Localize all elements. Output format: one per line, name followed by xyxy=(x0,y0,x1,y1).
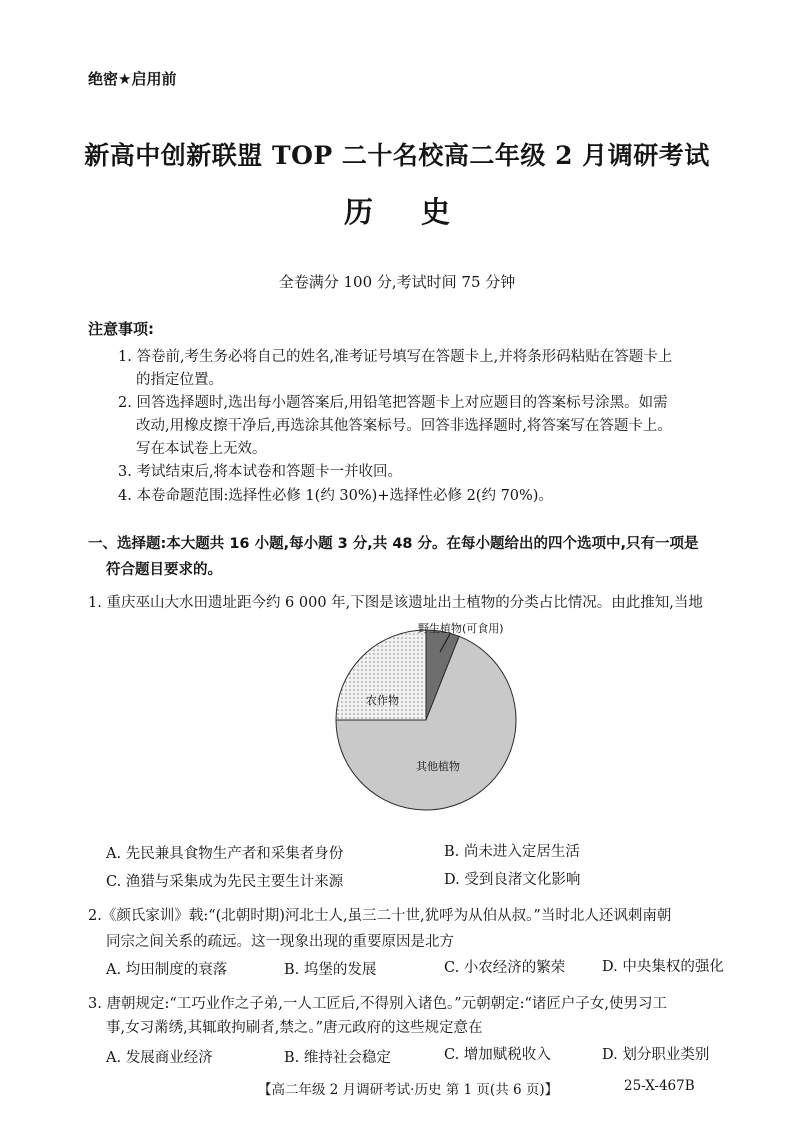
pie-label-wild: 野生植物(可食用) xyxy=(418,622,504,635)
q1-option-c: C. 渔猎与采集成为先民主要生计来源 xyxy=(106,874,344,890)
q3-option-d: D. 划分职业类别 xyxy=(602,1047,710,1063)
question-3-stem: 3. 唐朝规定:“工巧业作之子弟,一人工匠后,不得别入诸色。”元朝朝定:“诸匠户子女,使男习工 xyxy=(88,996,668,1012)
notice-heading: 注意事项: xyxy=(88,320,154,338)
notice-line: 改动,用橡皮擦干净后,再选涂其他答案标号。回答非选择题时,将答案写在答题卡上。 xyxy=(136,418,672,434)
notice-line: 3. 考试结束后,将本试卷和答题卡一并收回。 xyxy=(118,464,403,480)
notice-line: 的指定位置。 xyxy=(136,372,223,388)
q2-option-b: B. 坞堡的发展 xyxy=(284,962,377,978)
notice-line: 2. 回答选择题时,选出每小题答案后,用铅笔把答题卡上对应题目的答案标号涂黑。如需 xyxy=(118,395,668,411)
pie-label-crops: 农作物 xyxy=(366,694,399,707)
question-1-stem: 1. 重庆巫山大水田遗址距今约 6 000 年,下图是该遗址出土植物的分类占比情况。由此推知,当地 xyxy=(88,595,703,611)
q3-option-b: B. 维持社会稳定 xyxy=(284,1050,391,1066)
notice-line: 写在本试卷上无效。 xyxy=(136,441,267,457)
q3-option-a: A. 发展商业经济 xyxy=(106,1050,213,1066)
question-3-stem-cont: 事,女习黹绣,其辄敢拘刷者,禁之。”唐元政府的这些规定意在 xyxy=(106,1020,483,1036)
notice-line: 1. 答卷前,考生务必将自己的姓名,准考证号填写在答题卡上,并将条形码粘贴在答题卡上 xyxy=(118,349,673,365)
paper-code: 25-X-467B xyxy=(624,1078,695,1094)
q2-option-c: C. 小农经济的繁荣 xyxy=(444,960,566,976)
pie-label-other: 其他植物 xyxy=(416,760,460,773)
exam-title: 新高中创新联盟 TOP 二十名校高二年级 2 月调研考试 xyxy=(84,141,710,170)
question-2-stem: 2.《颜氏家训》载:“(北朝时期)河北士人,虽三二十世,犹呼为从伯从叔。”当时北人还讽刺南朝 xyxy=(88,908,672,924)
score-info: 全卷满分 100 分,考试时间 75 分钟 xyxy=(278,273,516,291)
section-heading: 一、选择题:本大题共 16 小题,每小题 3 分,共 48 分。在每小题给出的四个选项中,只有一项是 xyxy=(88,536,699,552)
q1-option-b: B. 尚未进入定居生活 xyxy=(444,844,580,860)
confidential-mark: 绝密★启用前 xyxy=(88,70,177,88)
q2-option-a: A. 均田制度的衰落 xyxy=(106,962,228,978)
subject-title: 历史 xyxy=(343,195,498,229)
q1-option-a: A. 先民兼具食物生产者和采集者身份 xyxy=(106,846,344,862)
notice-line: 4. 本卷命题范围:选择性必修 1(约 30%)+选择性必修 2(约 70%)。 xyxy=(118,488,553,504)
question-2-stem-cont: 同宗之间关系的疏远。这一现象出现的重要原因是北方 xyxy=(106,934,454,950)
page-footer: 【高二年级 2 月调研考试·历史 第 1 页(共 6 页)】 xyxy=(258,1082,559,1098)
q3-option-c: C. 增加赋税收入 xyxy=(444,1047,551,1063)
section-heading-cont: 符合题目要求的。 xyxy=(106,562,222,578)
q2-option-d: D. 中央集权的强化 xyxy=(602,959,724,975)
q1-option-d: D. 受到良渚文化影响 xyxy=(444,872,581,888)
pie-chart xyxy=(320,612,580,828)
